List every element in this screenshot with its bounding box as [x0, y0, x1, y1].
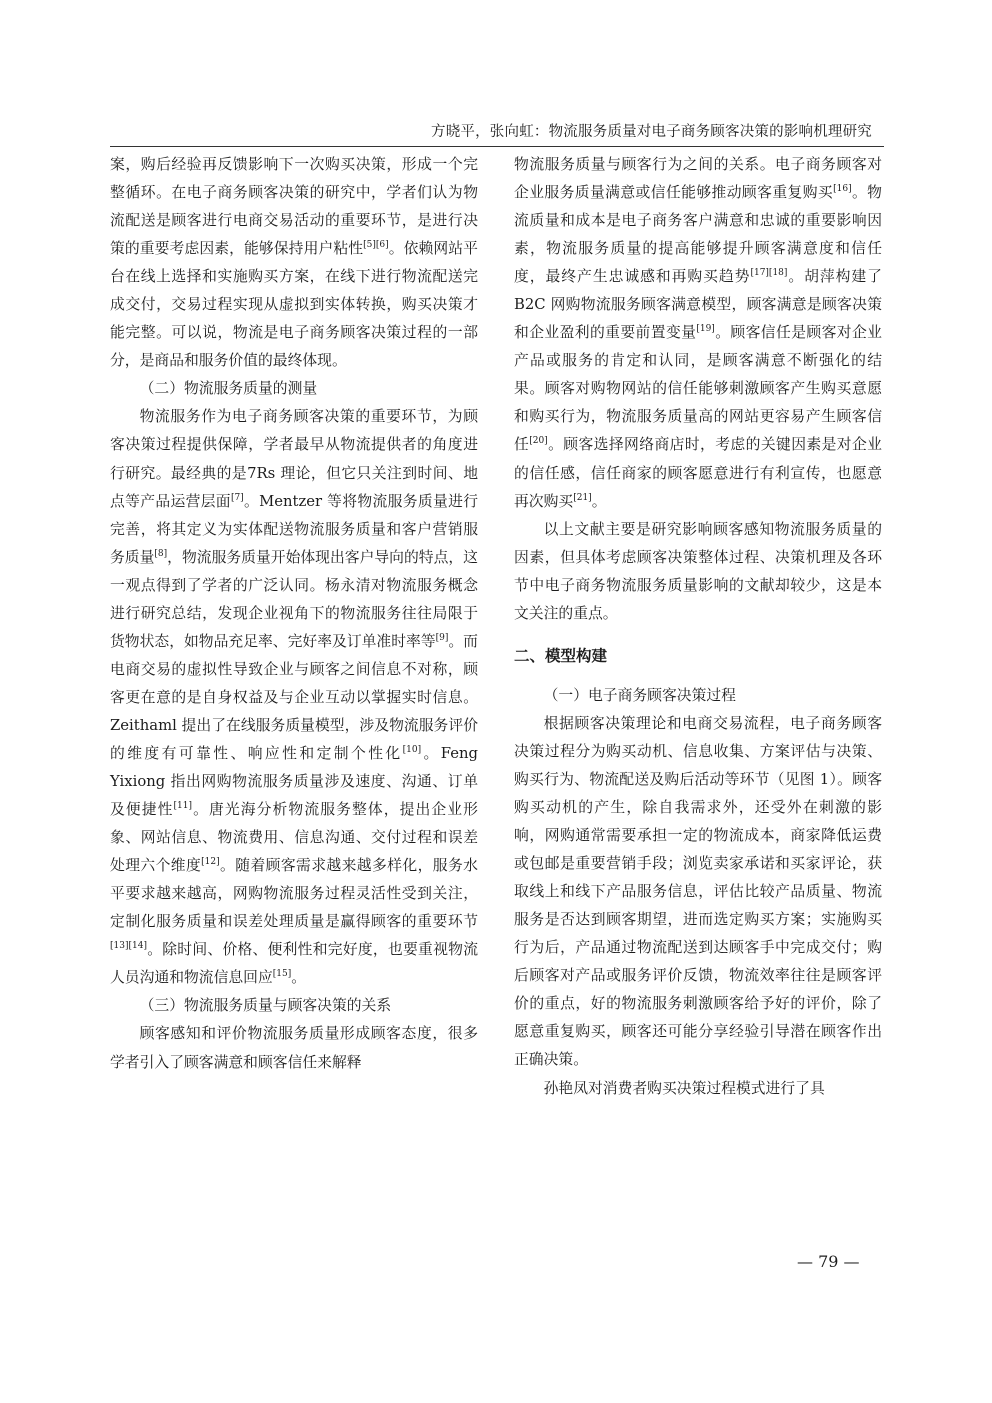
page-number: — 79 — [797, 1252, 860, 1271]
text: 。依赖网站平台在线上选择和实施购买方案，在线下进行物流配送完成交付，交易过程实现从虚拟到实体转换，购买决策才能完整。可以说，物流是电子商务顾客决策过程的一部分，是商品和服务价值的最终体现。 [110, 240, 478, 370]
text: 物流服务作为电子商务顾客决策的重要环节，为顾客决策过程提供保障，学者最早从物流提供者的角度进行研究。最经典的是7Rs 理论，但它只关注到时间、地点等产品运营层面 [110, 408, 478, 510]
left-column [110, 151, 478, 1077]
text: ，物流服务质量开始体现出客户导向的特点，这一观点得到了学者的广泛认同。杨永清对物流服务概念进行研究总结，发现企业视角下的物流服务往往局限于货物状态，如物品充足率、完好率及订单准时率等 [110, 548, 478, 650]
text: 。顾客信任是顾客对企业产品或服务的肯定和认同，是顾客满意不断强化的结果。顾客对购物网站的信任能够刺激顾客产生购买意愿和购买行为，物流服务质量高的网站更容易产生顾客信任 [514, 324, 882, 454]
paragraph-relationship: 顾客感知和评价物流服务质量形成顾客态度，很多学者引入了顾客满意和顾客信任来解释 [110, 1025, 478, 1071]
right-column [514, 151, 882, 1103]
paragraph-decision-process: 根据顾客决策理论和电商交易流程，电子商务顾客决策过程分为购买动机、信息收集、方案评估与决策、购买行为、物流配送及购后活动等环节（见图 1）。顾客购买动机的产生，除自我需求外，还受外在刺激的影响，网购通常需要承担一定的物流成本，商家降低运费或包邮是重要营销手段；浏览卖家承诺和买家评论，获取线上和线下产品服务信息，评估比较产品质量、物流服务是否达到顾客期望，进而选定购买方案；实施购买行为后，产品通过物流配送到达顾客手中完成交付；购后顾客对产品或服务评价反馈，物流效率往往是顾客评价的重点，好的物流服务刺激顾客给予好的评价，除了愿意重复购买，顾客还可能分享经验引导潜在顾客作出正确决策。 [514, 714, 882, 1069]
section-heading-model: 二、模型构建 [514, 646, 608, 665]
citation: [19] [696, 324, 715, 335]
citation: [7] [230, 492, 244, 503]
paragraph-literature-summary: 以上文献主要是研究影响顾客感知物流服务质量的因素，但具体考虑顾客决策整体过程、决策机理及各环节中电子商务物流服务质量影响的文献却较少，这是本文关注的重点。 [514, 520, 882, 622]
text: 。物流质量和成本是电子商务客户满意和忠诚的重要影响因素，物流服务质量的提高能够提升顾客满意度和信任度，最终产生忠诚感和再购买趋势 [514, 184, 882, 286]
paragraph-sun-yanfeng: 孙艳凤对消费者购买决策过程模式进行了具 [543, 1079, 825, 1097]
text: 。 [291, 969, 307, 987]
text: 。随着顾客需求越来越多样化，服务水平要求越来越高，网购物流服务过程灵活性受到关注，定制化服务质量和误差处理质量是赢得顾客的重要环节 [110, 857, 478, 931]
running-header: 方晓平，张向虹：物流服务质量对电子商务顾客决策的影响机理研究 [431, 124, 872, 140]
citation: [15] [272, 969, 292, 980]
citation: [11] [173, 801, 193, 812]
text: 。除时间、价格、便利性和完好度，也要重视物流人员沟通和物流信息回应 [110, 941, 478, 987]
text: 。唐光海分析物流服务整体，提出企业形象、网站信息、物流费用、信息沟通、交付过程和误差处理六个维度 [110, 801, 478, 875]
header-rule [110, 146, 884, 147]
citation: [12] [201, 857, 220, 868]
paragraph-measurement [110, 403, 478, 992]
subsection-heading-decision-process: （一）电子商务顾客决策过程 [543, 686, 736, 704]
citation: [9] [435, 632, 449, 643]
citation: [8] [154, 548, 168, 559]
citation: [10] [402, 744, 422, 755]
text: 。Feng Yixiong 指出网购物流服务质量涉及速度、沟通、订单及便捷性 [110, 744, 478, 819]
text: 。而电商交易的虚拟性导致企业与顾客之间信息不对称，顾客更在意的是自身权益及与企业互动以掌握实时信息。Zeithaml 提出了在线服务质量模型，涉及物流服务评价的维度有可靠性、响应性和定制个性化 [110, 632, 478, 762]
text: 。 [591, 492, 607, 510]
paragraph-relationship-continued [514, 151, 882, 516]
subsection-heading-measurement: （二）物流服务质量的测量 [139, 380, 318, 398]
text: 。Mentzer 等将物流服务质量进行完善，将其定义为实体配送物流服务质量和客户营销服务质量 [110, 492, 478, 566]
text: 。胡萍构建了 B2C 网购物流服务顾客满意模型，顾客满意是顾客决策和企业盈利的重要前置变量 [514, 268, 882, 342]
citation: [21] [573, 492, 592, 503]
subsection-heading-relationship: （三）物流服务质量与顾客决策的关系 [139, 997, 392, 1015]
citation: [20] [529, 436, 548, 447]
citation: [5][6] [363, 240, 389, 251]
citation: [17][18] [750, 268, 788, 279]
text: 案，购后经验再反馈影响下一次购买决策，形成一个完整循环。在电子商务顾客决策的研究中，学者们认为物流配送是顾客进行电商交易活动的重要环节，是进行决策的重要考虑因素，能够保持用户粘性 [110, 156, 478, 258]
text: 物流服务质量与顾客行为之间的关系。电子商务顾客对企业服务质量满意或信任能够推动顾客重复购买 [514, 156, 882, 202]
citation: [16] [833, 184, 852, 195]
paragraph-continuation [110, 151, 478, 375]
text: 。顾客选择网络商店时，考虑的关键因素是对企业的信任感，信任商家的顾客愿意进行有利宣传，也愿意再次购买 [514, 436, 882, 510]
citation: [13][14] [110, 941, 147, 952]
